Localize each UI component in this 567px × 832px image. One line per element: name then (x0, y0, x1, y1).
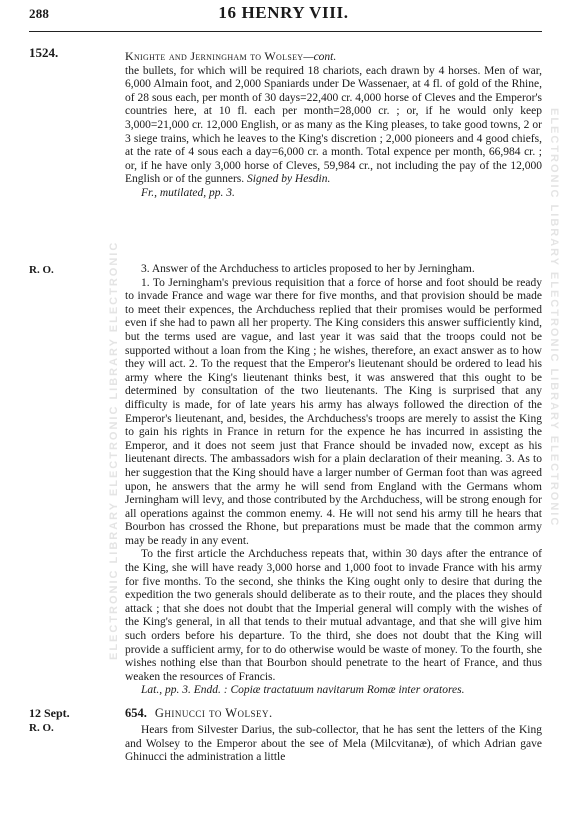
entry-heading-cont: —cont. (303, 51, 337, 63)
entry-date: 12 Sept. (29, 706, 70, 720)
page-number: 288 (29, 6, 50, 21)
answer-heading: 3. Answer of the Archduchess to articles proposed to her by Jerningham. (141, 263, 475, 275)
entry-continued (125, 50, 542, 201)
margin-source-ro: R. O. (29, 264, 54, 276)
running-header (0, 0, 567, 24)
entry-signature: Signed by Hesdin. (247, 173, 331, 186)
entry-654-body (125, 724, 542, 765)
entry-note: Fr., mutilated, pp. 3. (141, 186, 235, 199)
watermark-right: ELECTRONIC LIBRARY ELECTRONIC LIBRARY ELECTRONIC (548, 108, 560, 528)
entry-number: 654. (125, 706, 147, 720)
entry-title: Ghinucci to Wolsey. (154, 706, 273, 720)
entry-heading: Knighte and Jerningham to Wolsey (125, 49, 304, 63)
entry-body: Hears from Silvester Darius, the sub-collector, that he has sent the letters of the King and Wolsey to the Emperor about the see of Mela (Milcvitanæ), of which Adrian gave Ghinucci the administration a little (125, 724, 542, 764)
watermark-left: ELECTRONIC LIBRARY ELECTRONIC LIBRARY ELECTRONIC (108, 240, 120, 660)
header-rule (29, 31, 542, 32)
entry-654-title (125, 706, 542, 720)
answer-para: To the first article the Archduchess repeats that, within 30 days after the entrance of the King, she will have ready 3,000 horse and 1,000 foot to invade France with his army for five months. To the second, she thinks the King ought only to desire that during the expedition the two generals should deliberate as to their route, and the places they should attack ; that she does not doubt that the Imperial general will comply with the wishes of the King's general, in all that tends to their mutual advantage, and that she will give him such orders before his departure. To the third, she does not doubt that the King will provide a sufficient army, for to do otherwise would be waste of money. To the fourth, she wishes nothing else than that Bourbon should penetrate to the heart of France, and thus weaken the resources of Francis. (125, 548, 542, 683)
answer-note: Lat., pp. 3. Endd. : Copiæ tractatuum navitarum Romæ inter oratores. (141, 684, 465, 697)
margin-source-ro: R. O. (29, 722, 54, 734)
entry-answer (125, 263, 542, 698)
answer-para: 1. To Jerningham's previous requisition that a force of horse and foot should be ready to invade France and wage war there for five months, and that provision should be made to meet their expences, the Archduchess replied that their promises would be performed even if she had to pawn all her property. The King considers this answer sufficiently kind, but the terms used are vague, and last year it was said that the troops could not be supported without a loan from the King ; he wishes, therefore, an exact answer as to how they will act. 2. To the request that the Emperor's lieutenant should be ordered to lead his army where the King's lieutenant thinks best, it was answered that this ought to be determined by consultation of the two lieutenants. The King is surprised that any difficulty is made, for of late years his army has always followed the direction of the Emperor's lieutenant, and, besides, the Archduchess's troops are merely to assist the King to gain his rights in France in return for the expence he has incurred in assisting the Emperor, and it does not seem just that France should be invaded now, except as his lieutenant directs. The ambassadors wish for a plain declaration of their meaning. 3. As to her suggestion that the King should have a larger number of German foot than was agreed upon, he answers that the army he will send from England with the Germans whom Jerningham will levy, and those contributed by the Archduchess, will be strong enough for all operations against the common enemy. 4. He will not send his army till he hears that Bourbon has crossed the Rhone, but preparations must be made that the common army may be ready in any event. (125, 276, 542, 547)
year-marker: 1524. (29, 45, 59, 60)
entry-body: the bullets, for which will be required 18 chariots, each drawn by 4 horses. Men of war, 6,000 Almain foot, and 2,000 Spaniards under De Wassenaer, at 4 fl. of gold of the Rhine, of 28 sous each, per month of 30 days=22,400 cr. 4,000 horse of Cleves and the Emperor's countries here, at 10 fl. each per month=28,000 cr. ; or, if he would only keep 3,000=21,000 cr. 12,000 English, or as many as the King pleases, to take good towns, 2 or 3 siege trains, which he leaves to the King's discretion ; 2,000 pioneers and 4 good chiefs, at the rate of 4 sous each a day=6,000 cr. a month. Total expence per month, 66,984 cr. ; or, if he have only 3,000 horse of Cleves, 59,984 cr., not including the pay of the 12,000 English or of the gunners. (125, 64, 542, 186)
running-title: 16 HENRY VIII. (218, 3, 349, 22)
